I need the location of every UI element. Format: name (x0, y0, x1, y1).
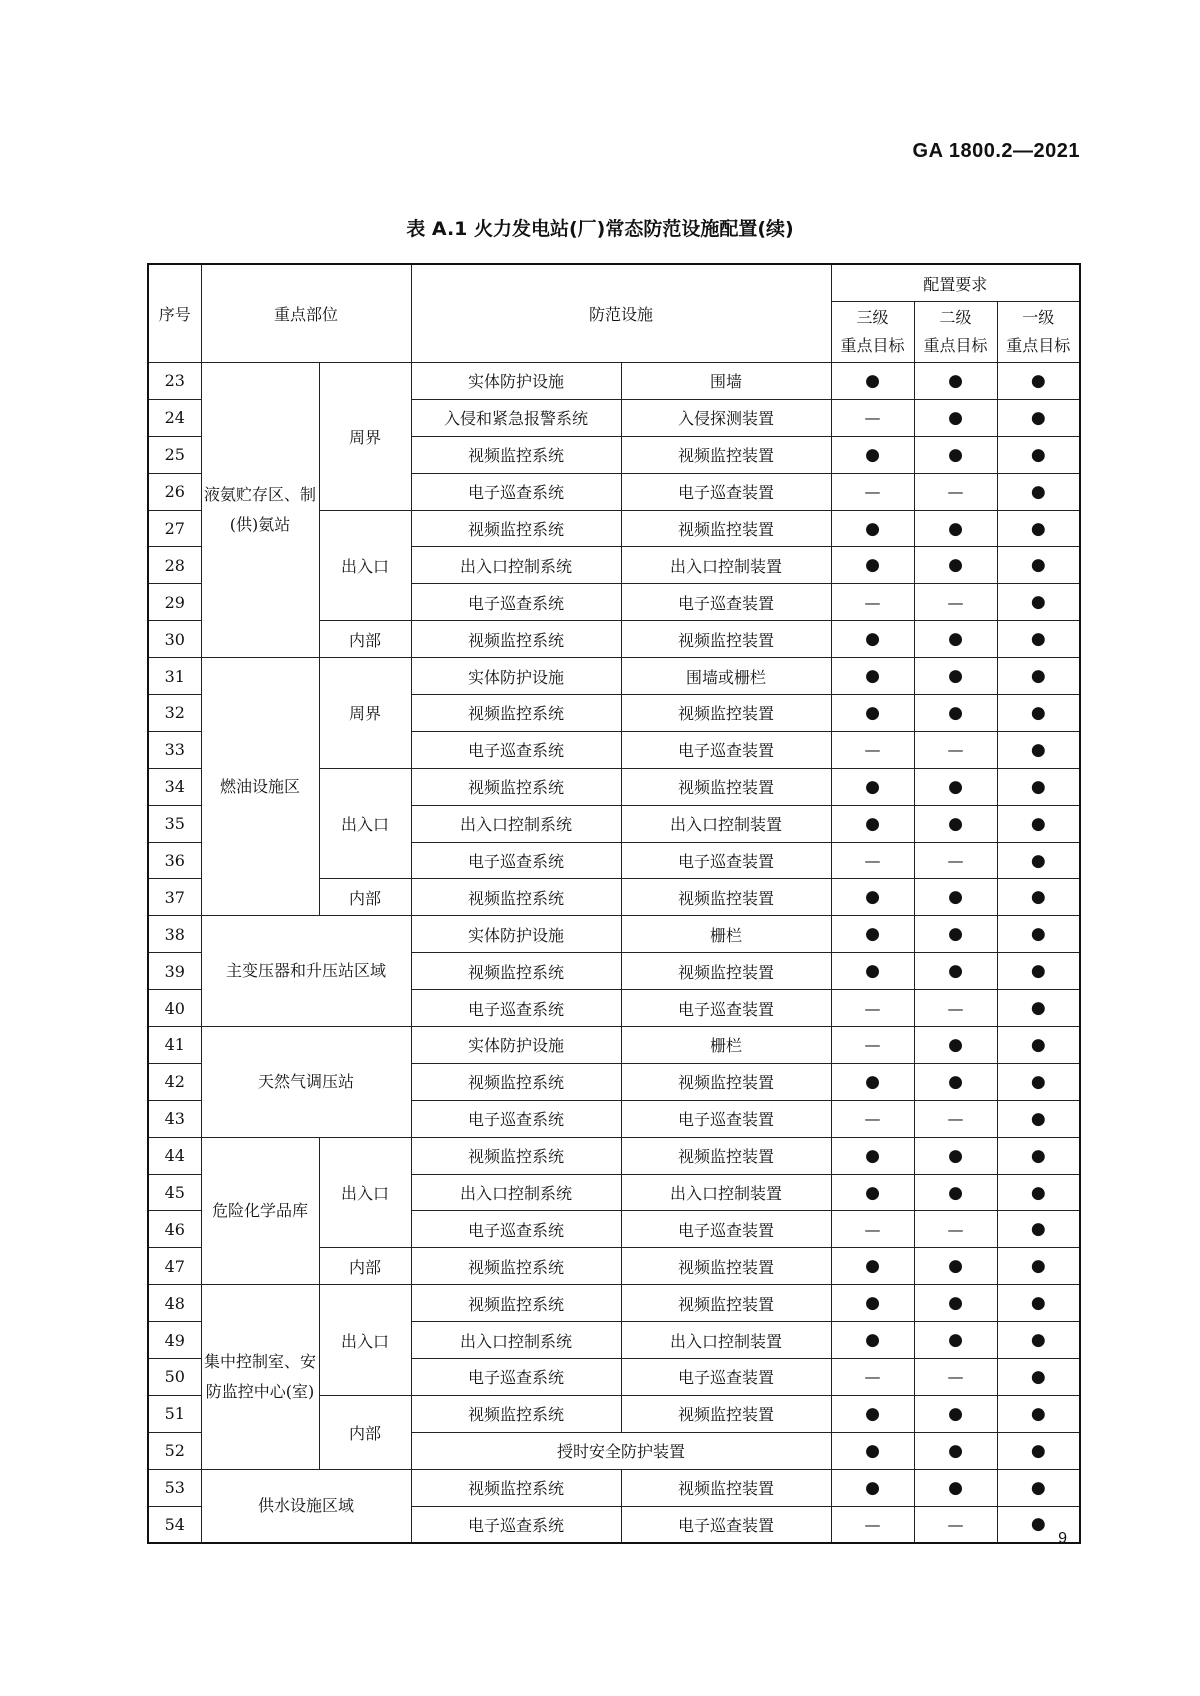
row-number: 47 (148, 1248, 201, 1285)
config-mark: ● (831, 1395, 914, 1432)
standard-code: GA 1800.2—2021 (912, 140, 1080, 162)
facility-device: 入侵探测装置 (621, 399, 831, 436)
facility-system: 电子巡查系统 (411, 1359, 621, 1396)
config-mark: ● (914, 1137, 997, 1174)
facility-system: 视频监控系统 (411, 953, 621, 990)
row-number: 42 (148, 1063, 201, 1100)
config-mark: ● (997, 584, 1080, 621)
config-mark: ● (831, 1469, 914, 1506)
config-mark: ● (997, 1027, 1080, 1064)
config-mark: ● (997, 547, 1080, 584)
config-mark: — (914, 584, 997, 621)
location-cell: 供水设施区域 (201, 1469, 411, 1543)
facility-system: 视频监控系统 (411, 1137, 621, 1174)
location-cell: 主变压器和升压站区域 (201, 916, 411, 1027)
row-number: 49 (148, 1322, 201, 1359)
config-mark: ● (831, 510, 914, 547)
facility-system: 出入口控制系统 (411, 805, 621, 842)
config-mark: ● (914, 1432, 997, 1469)
config-mark: ● (997, 436, 1080, 473)
location-cell: 液氨贮存区、制(供)氨站 (201, 363, 319, 658)
sub-location-cell: 出入口 (319, 768, 411, 879)
config-mark: — (831, 1211, 914, 1248)
config-mark: — (831, 731, 914, 768)
config-mark: — (831, 584, 914, 621)
header-location: 重点部位 (201, 264, 411, 363)
config-mark: ● (831, 805, 914, 842)
sub-location-cell: 内部 (319, 1395, 411, 1469)
facility-device: 视频监控装置 (621, 1395, 831, 1432)
row-number: 48 (148, 1285, 201, 1322)
config-mark: ● (997, 953, 1080, 990)
config-mark: ● (831, 1432, 914, 1469)
header-config: 配置要求 (831, 264, 1080, 302)
config-mark: ● (914, 916, 997, 953)
config-mark: — (831, 1359, 914, 1396)
facility-device: 电子巡查装置 (621, 584, 831, 621)
config-mark: — (914, 842, 997, 879)
facility-system: 电子巡查系统 (411, 842, 621, 879)
facility-system: 出入口控制系统 (411, 1322, 621, 1359)
facility-device: 视频监控装置 (621, 510, 831, 547)
config-mark: ● (997, 842, 1080, 879)
header-level2: 二级 重点目标 (914, 302, 997, 363)
row-number: 26 (148, 473, 201, 510)
facility-system: 视频监控系统 (411, 768, 621, 805)
config-mark: — (831, 399, 914, 436)
config-mark: — (831, 1506, 914, 1543)
facility-device: 出入口控制装置 (621, 1322, 831, 1359)
config-mark: ● (997, 731, 1080, 768)
row-number: 30 (148, 621, 201, 658)
facility-device: 视频监控装置 (621, 621, 831, 658)
facility-device: 栅栏 (621, 916, 831, 953)
config-mark: ● (997, 1137, 1080, 1174)
config-mark: ● (914, 1248, 997, 1285)
row-number: 29 (148, 584, 201, 621)
facility-device: 视频监控装置 (621, 1285, 831, 1322)
config-mark: ● (997, 510, 1080, 547)
config-mark: — (914, 990, 997, 1027)
header-seq: 序号 (148, 264, 201, 363)
config-mark: ● (831, 916, 914, 953)
config-mark: ● (914, 399, 997, 436)
facility-device: 出入口控制装置 (621, 1174, 831, 1211)
facility-device: 出入口控制装置 (621, 805, 831, 842)
row-number: 25 (148, 436, 201, 473)
facility-system: 视频监控系统 (411, 1248, 621, 1285)
facility-system: 电子巡查系统 (411, 473, 621, 510)
facility-device: 电子巡查装置 (621, 1100, 831, 1137)
row-number: 27 (148, 510, 201, 547)
config-mark: ● (831, 695, 914, 732)
facility-device: 视频监控装置 (621, 953, 831, 990)
facility-device: 栅栏 (621, 1027, 831, 1064)
facility-system: 视频监控系统 (411, 436, 621, 473)
row-number: 40 (148, 990, 201, 1027)
config-mark: ● (997, 363, 1080, 400)
config-table (147, 263, 1081, 1544)
config-mark: — (831, 990, 914, 1027)
config-mark: ● (914, 621, 997, 658)
table-row (148, 1137, 1080, 1174)
config-mark: ● (831, 1174, 914, 1211)
facility-device: 视频监控装置 (621, 1469, 831, 1506)
config-mark: ● (997, 1322, 1080, 1359)
table-row (148, 1469, 1080, 1506)
sub-location-cell: 周界 (319, 658, 411, 769)
row-number: 36 (148, 842, 201, 879)
facility-system: 视频监控系统 (411, 1395, 621, 1432)
config-mark: — (831, 1027, 914, 1064)
facility-system: 视频监控系统 (411, 1285, 621, 1322)
row-number: 44 (148, 1137, 201, 1174)
facility-system: 电子巡查系统 (411, 731, 621, 768)
config-mark: ● (831, 658, 914, 695)
row-number: 33 (148, 731, 201, 768)
config-mark: ● (831, 1322, 914, 1359)
facility-system: 电子巡查系统 (411, 990, 621, 1027)
config-mark: ● (914, 1322, 997, 1359)
facility-system: 入侵和紧急报警系统 (411, 399, 621, 436)
location-cell: 天然气调压站 (201, 1027, 411, 1138)
config-mark: ● (997, 916, 1080, 953)
config-mark: ● (997, 805, 1080, 842)
config-mark: ● (997, 1359, 1080, 1396)
facility-system: 实体防护设施 (411, 916, 621, 953)
facility-device: 电子巡查装置 (621, 842, 831, 879)
row-number: 32 (148, 695, 201, 732)
table-row (148, 658, 1080, 695)
row-number: 50 (148, 1359, 201, 1396)
row-number: 34 (148, 768, 201, 805)
config-mark: ● (997, 1285, 1080, 1322)
config-mark: ● (914, 510, 997, 547)
config-mark: ● (831, 953, 914, 990)
config-mark: ● (997, 1395, 1080, 1432)
facility-device: 视频监控装置 (621, 879, 831, 916)
facility-system: 视频监控系统 (411, 510, 621, 547)
config-mark: ● (997, 1432, 1080, 1469)
facility-system: 出入口控制系统 (411, 547, 621, 584)
header-level3: 三级 重点目标 (831, 302, 914, 363)
config-mark: ● (997, 1469, 1080, 1506)
config-mark: ● (997, 1211, 1080, 1248)
facility-system: 实体防护设施 (411, 658, 621, 695)
table-row (148, 1027, 1080, 1064)
config-mark: ● (914, 1285, 997, 1322)
config-mark: — (831, 1100, 914, 1137)
row-number: 23 (148, 363, 201, 400)
row-number: 51 (148, 1395, 201, 1432)
config-mark: ● (914, 805, 997, 842)
config-mark: ● (831, 621, 914, 658)
row-number: 28 (148, 547, 201, 584)
config-mark: ● (997, 399, 1080, 436)
table-title: 表 A.1 火力发电站(厂)常态防范设施配置(续) (406, 218, 794, 240)
sub-location-cell: 周界 (319, 363, 411, 511)
facility-device: 电子巡查装置 (621, 731, 831, 768)
sub-location-cell: 内部 (319, 1248, 411, 1285)
facility-system: 电子巡查系统 (411, 1211, 621, 1248)
config-mark: ● (914, 436, 997, 473)
facility-system: 视频监控系统 (411, 695, 621, 732)
location-cell: 集中控制室、安防监控中心(室) (201, 1285, 319, 1469)
facility-device: 电子巡查装置 (621, 1211, 831, 1248)
config-mark: ● (914, 1469, 997, 1506)
config-mark: ● (997, 879, 1080, 916)
sub-location-cell: 出入口 (319, 510, 411, 621)
config-mark: ● (831, 547, 914, 584)
config-mark: ● (831, 879, 914, 916)
config-mark: ● (831, 1285, 914, 1322)
table-row (148, 363, 1080, 400)
facility-system: 实体防护设施 (411, 363, 621, 400)
config-mark: ● (914, 695, 997, 732)
facility-device: 围墙或栅栏 (621, 658, 831, 695)
table-row (148, 916, 1080, 953)
row-number: 43 (148, 1100, 201, 1137)
config-mark: ● (914, 1063, 997, 1100)
config-mark: ● (831, 436, 914, 473)
row-number: 24 (148, 399, 201, 436)
config-mark: ● (831, 1248, 914, 1285)
config-mark: ● (914, 363, 997, 400)
facility-device: 视频监控装置 (621, 1063, 831, 1100)
facility-device: 视频监控装置 (621, 1248, 831, 1285)
config-mark: ● (997, 695, 1080, 732)
config-mark: ● (997, 658, 1080, 695)
facility-device: 出入口控制装置 (621, 547, 831, 584)
config-mark: ● (914, 1027, 997, 1064)
config-mark: ● (831, 363, 914, 400)
facility-system: 视频监控系统 (411, 879, 621, 916)
config-mark: ● (914, 768, 997, 805)
config-mark: ● (997, 473, 1080, 510)
facility-system: 出入口控制系统 (411, 1174, 621, 1211)
config-mark: ● (914, 1174, 997, 1211)
row-number: 46 (148, 1211, 201, 1248)
row-number: 54 (148, 1506, 201, 1543)
config-mark: ● (914, 658, 997, 695)
row-number: 37 (148, 879, 201, 916)
facility-device: 视频监控装置 (621, 695, 831, 732)
sub-location-cell: 出入口 (319, 1285, 411, 1396)
facility-system: 视频监控系统 (411, 1063, 621, 1100)
facility-device: 电子巡查装置 (621, 1359, 831, 1396)
header-facility: 防范设施 (411, 264, 831, 363)
location-cell: 燃油设施区 (201, 658, 319, 916)
row-number: 31 (148, 658, 201, 695)
config-mark: ● (997, 768, 1080, 805)
facility-system: 实体防护设施 (411, 1027, 621, 1064)
page-number: 9 (1058, 1530, 1067, 1547)
facility-device: 视频监控装置 (621, 436, 831, 473)
config-mark: ● (914, 1395, 997, 1432)
sub-location-cell: 内部 (319, 621, 411, 658)
row-number: 38 (148, 916, 201, 953)
config-mark: — (914, 1100, 997, 1137)
row-number: 39 (148, 953, 201, 990)
config-mark: — (831, 842, 914, 879)
header-level1: 一级 重点目标 (997, 302, 1080, 363)
config-mark: ● (997, 1100, 1080, 1137)
facility-system: 视频监控系统 (411, 1469, 621, 1506)
config-mark: ● (997, 990, 1080, 1027)
sub-location-cell: 出入口 (319, 1137, 411, 1248)
facility-device: 围墙 (621, 363, 831, 400)
facility-device: 电子巡查装置 (621, 1506, 831, 1543)
config-mark: ● (831, 1063, 914, 1100)
facility-system: 电子巡查系统 (411, 584, 621, 621)
sub-location-cell: 内部 (319, 879, 411, 916)
config-mark: — (914, 473, 997, 510)
location-cell: 危险化学品库 (201, 1137, 319, 1285)
config-mark: ● (997, 1248, 1080, 1285)
config-mark: — (914, 731, 997, 768)
table-row (148, 1285, 1080, 1322)
config-mark: ● (914, 953, 997, 990)
config-mark: — (914, 1359, 997, 1396)
row-number: 45 (148, 1174, 201, 1211)
config-mark: ● (914, 879, 997, 916)
row-number: 35 (148, 805, 201, 842)
facility-system: 电子巡查系统 (411, 1100, 621, 1137)
facility-device: 电子巡查装置 (621, 473, 831, 510)
row-number: 41 (148, 1027, 201, 1064)
facility-device: 电子巡查装置 (621, 990, 831, 1027)
config-mark: ● (997, 1174, 1080, 1211)
config-mark: — (914, 1211, 997, 1248)
facility-system: 电子巡查系统 (411, 1506, 621, 1543)
facility-system: 授时安全防护装置 (411, 1432, 831, 1469)
row-number: 53 (148, 1469, 201, 1506)
config-mark: ● (831, 1137, 914, 1174)
config-mark: ● (997, 621, 1080, 658)
config-mark: ● (997, 1063, 1080, 1100)
config-mark: ● (831, 768, 914, 805)
config-mark: — (831, 473, 914, 510)
facility-device: 视频监控装置 (621, 1137, 831, 1174)
facility-system: 视频监控系统 (411, 621, 621, 658)
config-mark: ● (997, 1506, 1080, 1543)
facility-device: 视频监控装置 (621, 768, 831, 805)
config-mark: — (914, 1506, 997, 1543)
row-number: 52 (148, 1432, 201, 1469)
config-mark: ● (914, 547, 997, 584)
